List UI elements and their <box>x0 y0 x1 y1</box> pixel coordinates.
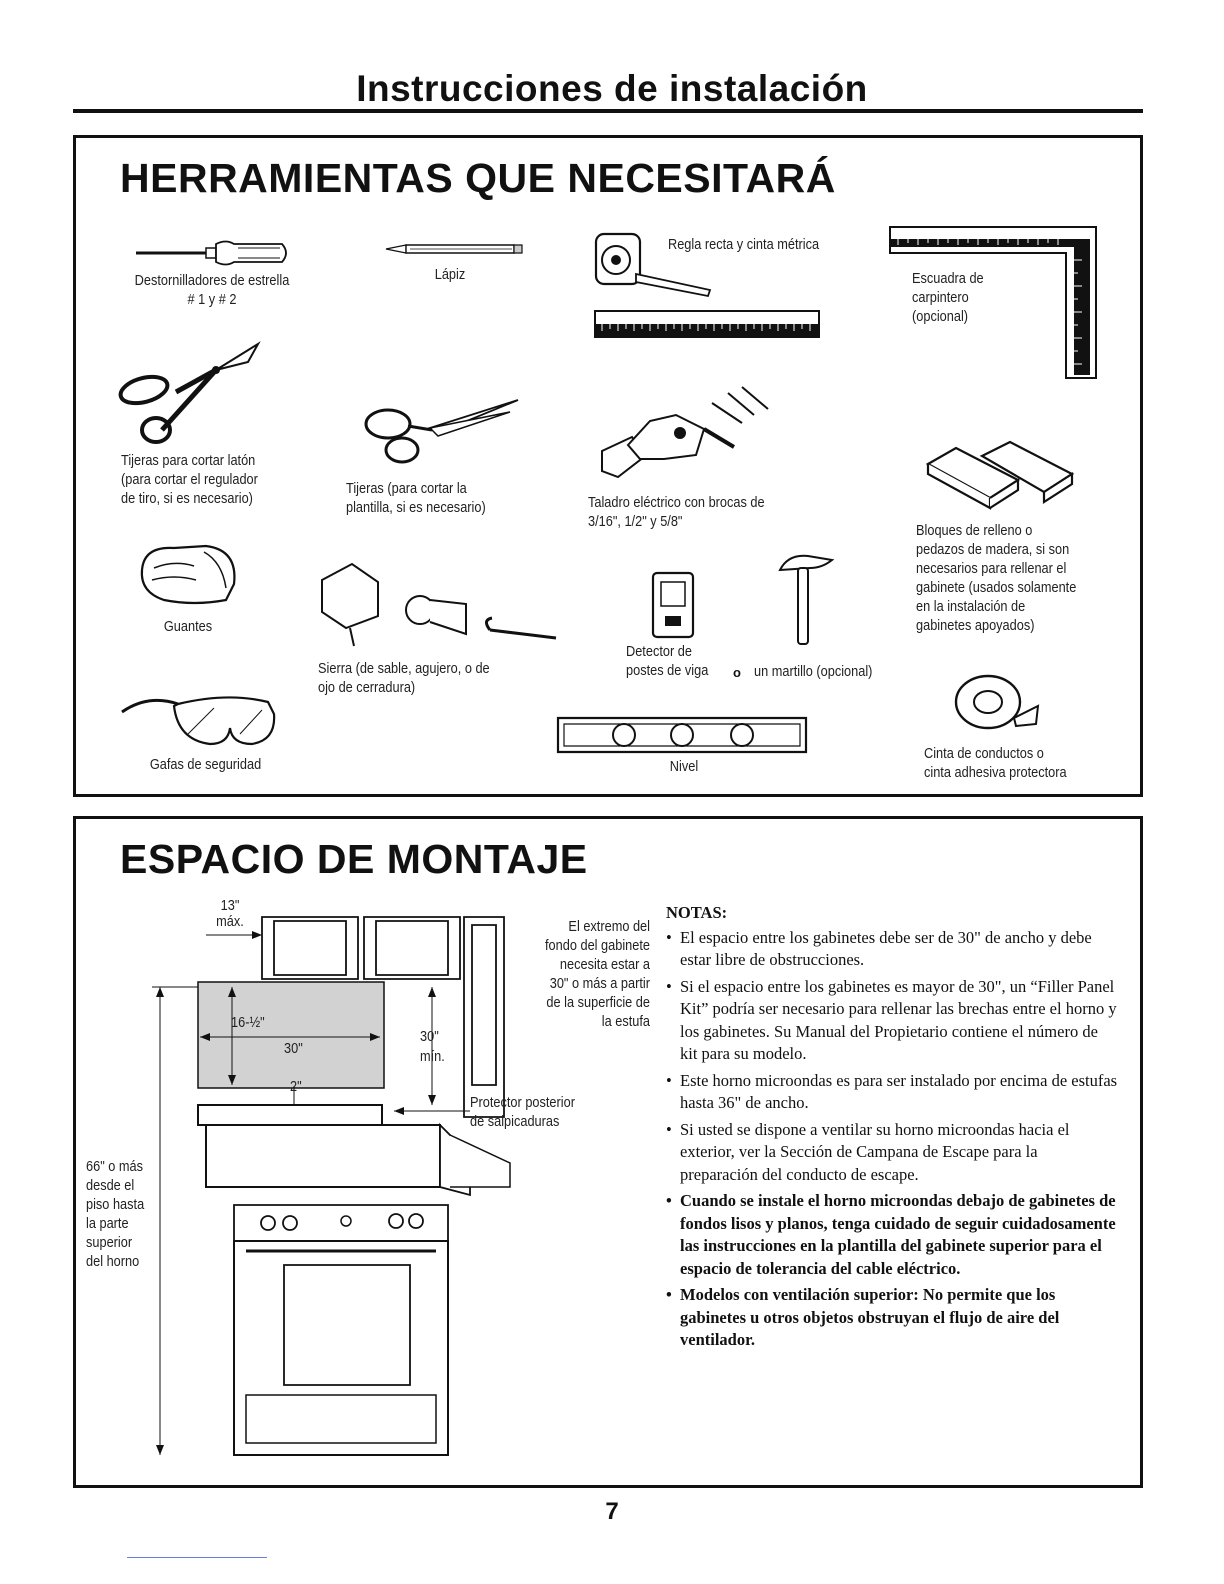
note-item: • Si usted se dispone a ventilar su horno microondas hacia el exterior, ver la Sección de Campana de Escape para la preparación del conducto de escape. <box>666 1119 1118 1187</box>
safety-goggles-icon <box>118 690 278 750</box>
dim-2: 2" <box>290 1079 302 1095</box>
note-item: • El espacio entre los gabinetes debe ser de 30" de ancho y debe estar libre de obstrucciones. <box>666 927 1118 972</box>
drill-caption: Taladro eléctrico con brocas de 3/16", 1/2" y 5/8" <box>588 495 765 530</box>
hammer-caption: un martillo (opcional) <box>754 664 873 680</box>
floor-height-note: 66" o más desde el piso hasta la parte superior del horno <box>86 1159 145 1270</box>
pencil-icon <box>384 242 524 256</box>
drill-icon <box>592 385 782 485</box>
hammer-icon <box>778 548 840 648</box>
notes <box>666 902 1118 1356</box>
goggles-caption: Gafas de seguridad <box>149 757 262 773</box>
mounting-title: ESPACIO DE MONTAJE <box>120 836 588 882</box>
saw-caption: Sierra (de sable, agujero, o de ojo de cerradura) <box>318 661 490 696</box>
title-rule <box>73 109 1143 113</box>
backsplash-label: Protector posterior de salpicaduras <box>470 1095 575 1130</box>
level-caption: Nivel <box>669 759 699 775</box>
note-item-bold: • Cuando se instale el horno microondas debajo de gabinetes de fondos lisos y planos, tenga cuidado de seguir cuidadosamente las instrucciones en la plantilla del gabinete superior para el espacio de tolerancia del cable eléctrico. <box>666 1190 1118 1280</box>
pencil-caption: Lápiz <box>434 267 466 283</box>
screwdriver-icon <box>134 236 294 270</box>
notes-heading: NOTAS: <box>666 903 728 922</box>
cabinet-depth-note: El extremo del fondo del gabinete necesita estar a 30" o más a partir de la superficie de la estufa <box>544 919 650 1030</box>
note-item: • Este horno microondas es para ser instalado por encima de estufas hasta 36" de ancho. <box>666 1070 1118 1115</box>
screwdrivers-caption: Destornilladores de estrella # 1 y # 2 <box>134 273 290 308</box>
blocks-caption: Bloques de relleno o pedazos de madera, si son necesarios para rellenar el gabinete (usados solamente en la instalación de gabinetes apoyados) <box>916 523 1077 634</box>
duct-tape-caption: Cinta de conductos o cinta adhesiva protectora <box>924 746 1067 781</box>
note-item: • Si el espacio entre los gabinetes es mayor de 30", un “Filler Panel Kit” podría ser necesario para rellenar las brechas entre el horno y los gabinetes. Su Manual del Propietario contiene el número de kit para su modelo. <box>666 976 1118 1066</box>
dim-13: 13" <box>220 898 240 914</box>
ruler-icon <box>594 310 820 338</box>
duct-tape-icon <box>952 672 1042 732</box>
tape-caption: Regla recta y cinta métrica <box>668 237 820 253</box>
page-number: 7 <box>605 1498 619 1525</box>
stud-finder-icon <box>650 570 696 640</box>
footer-line <box>127 1557 267 1558</box>
dim-13-max: máx. <box>216 914 244 930</box>
or-word: o <box>733 665 741 680</box>
note-item-bold: • Modelos con ventilación superior: No permite que los gabinetes u otros objetos obstruyan el flujo de aire del ventilador. <box>666 1284 1118 1352</box>
scissors-icon <box>360 398 520 466</box>
page-title: Instrucciones de instalación <box>356 68 868 109</box>
tin-snips-icon <box>116 340 266 445</box>
level-icon <box>556 716 808 754</box>
dim-min: mín. <box>420 1049 445 1065</box>
scissors-caption: Tijeras (para cortar la plantilla, si es necesario) <box>346 481 486 516</box>
filler-blocks-icon <box>926 440 1076 512</box>
stud-finder-caption: Detector de postes de viga <box>626 644 709 679</box>
mounting-diagram <box>150 895 520 1485</box>
tin-snips-caption: Tijeras para cortar latón (para cortar el regulador de tiro, si es necesario) <box>121 453 258 507</box>
saw-icon <box>316 558 561 648</box>
tools-title: HERRAMIENTAS QUE NECESITARÁ <box>120 155 836 201</box>
gloves-icon <box>134 540 244 610</box>
gloves-caption: Guantes <box>163 619 213 635</box>
dim-16: 16-½" <box>231 1015 265 1031</box>
dim-30-min: 30" <box>420 1029 439 1045</box>
dim-30-width: 30" <box>284 1041 303 1057</box>
square-caption: Escuadra de carpintero (opcional) <box>912 271 984 325</box>
notes-list <box>666 927 1118 1352</box>
